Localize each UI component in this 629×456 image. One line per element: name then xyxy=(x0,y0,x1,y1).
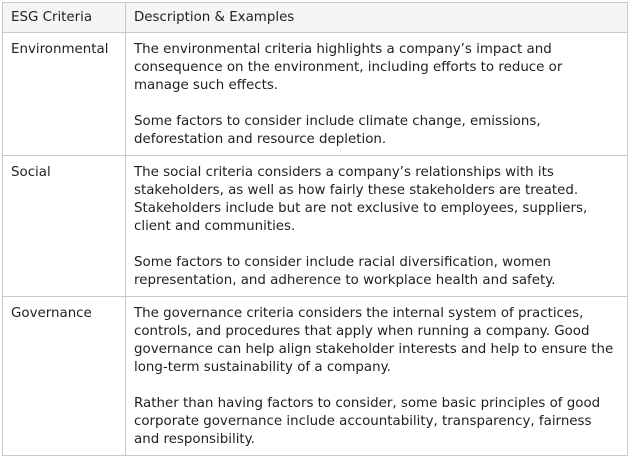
table-row-environmental xyxy=(3,33,628,156)
criteria-cell-governance: Governance xyxy=(3,297,126,456)
header-row xyxy=(3,3,628,33)
table-header xyxy=(3,3,628,33)
social-factors: Some factors to consider include racial diversification, women representation, and adherence to workplace health and safety. xyxy=(134,255,556,288)
description-cell-social xyxy=(126,156,628,297)
header-description-examples: Description & Examples xyxy=(126,3,628,33)
social-description: The social criteria considers a company’s relationships with its stakeholders, as well as how fairly these stakeholders are treated. Stakeholders include but are not exclusive to employees, suppliers, client and communities. xyxy=(134,165,588,234)
environmental-description: The environmental criteria highlights a company’s impact and consequence on the environment, including efforts to reduce or manage such effects. xyxy=(134,42,563,93)
criteria-cell-environmental: Environmental xyxy=(3,33,126,156)
description-cell-governance xyxy=(126,297,628,456)
header-esg-criteria: ESG Criteria xyxy=(3,3,126,33)
table-body xyxy=(3,33,628,456)
governance-principles: Rather than having factors to consider, some basic principles of good corporate governance include accountability, transparency, fairness and responsibility. xyxy=(134,396,601,447)
criteria-cell-social: Social xyxy=(3,156,126,297)
description-cell-environmental xyxy=(126,33,628,156)
table-row-governance xyxy=(3,297,628,456)
table-row-social xyxy=(3,156,628,297)
esg-criteria-table xyxy=(2,2,628,456)
environmental-factors: Some factors to consider include climate change, emissions, deforestation and resource depletion. xyxy=(134,114,541,147)
governance-description: The governance criteria considers the internal system of practices, controls, and procedures that apply when running a company. Good governance can help align stakeholder interests and help to ensure the long-term sustainability of a company. xyxy=(134,306,614,375)
